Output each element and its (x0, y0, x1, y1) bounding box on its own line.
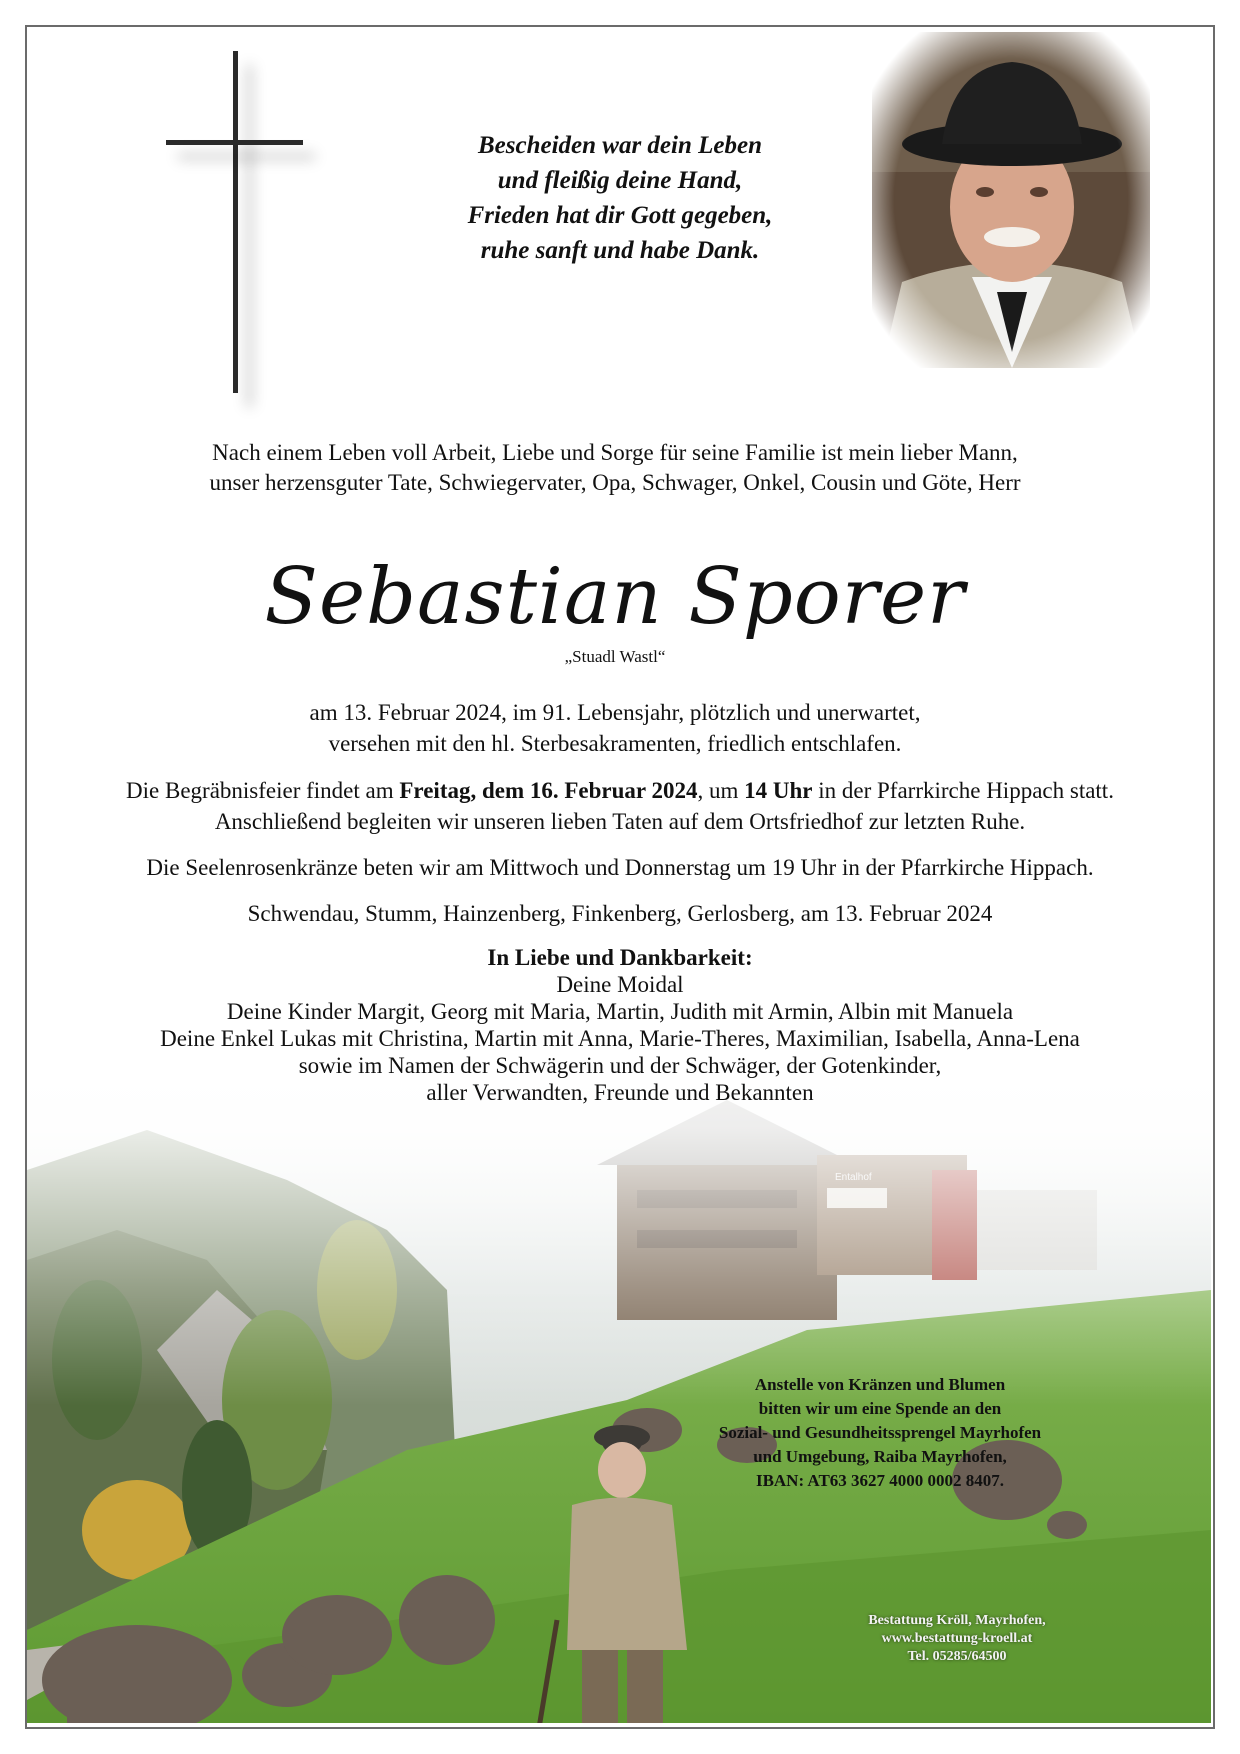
places-date: Schwendau, Stumm, Hainzenberg, Finkenberg, Gerlosberg, am 13. Februar 2024 (247, 901, 993, 926)
funeral-line (35, 775, 1205, 806)
intro-line: unser herzensguter Tate, Schwiegervater, Opa, Schwager, Onkel, Cousin und Göte, Herr (209, 470, 1021, 495)
poem-line: Bescheiden war dein Leben (477, 132, 762, 159)
funeral-date: Freitag, dem 16. Februar 2024 (399, 778, 698, 803)
donation-line: bitten wir um eine Spende an den (758, 1399, 1002, 1418)
poem-line: ruhe sanft und habe Dank. (480, 237, 760, 264)
undertaker-phone: Tel. 05285/64500 (907, 1649, 1007, 1664)
funeral-info (35, 775, 1205, 837)
family-line: Deine Kinder Margit, Georg mit Maria, Martin, Judith mit Armin, Albin mit Manuela (226, 999, 1014, 1024)
intro-line: Nach einem Leben voll Arbeit, Liebe und Sorge für seine Familie ist mein lieber Mann, (212, 440, 1018, 465)
family-line: Deine Enkel Lukas mit Christina, Martin mit Anna, Marie-Theres, Maximilian, Isabella, Anna-Lena (160, 1026, 1080, 1051)
death-notice (60, 697, 1170, 759)
funeral-time: 14 Uhr (744, 778, 813, 803)
portrait-photo (872, 32, 1150, 368)
donation-line: und Umgebung, Raiba Mayrhofen, (753, 1447, 1007, 1466)
intro-text (60, 438, 1170, 498)
family-line: sowie im Namen der Schwägerin und der Schwäger, der Gotenkinder, (298, 1053, 942, 1078)
poem-line: und fleißig deine Hand, (497, 167, 743, 194)
donation-line: Sozial- und Gesundheitssprengel Mayrhofen (718, 1423, 1042, 1442)
funeral-suffix: in der Pfarrkirche Hippach statt. (812, 778, 1114, 803)
funeral-middle: , um (697, 778, 745, 803)
funeral-line-2: Anschließend begleiten wir unseren lieben Taten auf dem Ortsfriedhof zur letzten Ruhe. (214, 809, 1026, 834)
donation-iban: IBAN: AT63 3627 4000 0002 8407. (755, 1471, 1005, 1490)
undertaker-name: Bestattung Kröll, Mayrhofen, (868, 1613, 1046, 1628)
donation-notice (690, 1373, 1070, 1493)
rosary-info: Die Seelenrosenkränze beten wir am Mittwoch und Donnerstag um 19 Uhr in der Pfarrkirche Hippach. (146, 855, 1094, 880)
funeral-prefix: Die Begräbnisfeier findet am (126, 778, 400, 803)
poem (360, 128, 880, 268)
poem-line: Frieden hat dir Gott gegeben, (467, 202, 773, 229)
undertaker-info (842, 1612, 1072, 1666)
donation-line: Anstelle von Kränzen und Blumen (754, 1375, 1006, 1394)
family-heading: In Liebe und Dankbarkeit: (487, 945, 753, 970)
undertaker-website: www.bestattung-kroell.at (881, 1631, 1033, 1646)
cross-icon (140, 25, 300, 385)
death-line: am 13. Februar 2024, im 91. Lebensjahr, plötzlich und unerwartet, (309, 700, 921, 725)
deceased-name: Sebastian Sporer (264, 552, 966, 642)
deceased-nickname: „Stuadl Wastl“ (564, 647, 666, 666)
death-line: versehen mit den hl. Sterbesakramenten, friedlich entschlafen. (328, 731, 902, 756)
family-line: aller Verwandten, Freunde und Bekannten (426, 1080, 814, 1105)
family-signatures (35, 944, 1205, 1106)
family-line: Deine Moidal (556, 972, 684, 997)
